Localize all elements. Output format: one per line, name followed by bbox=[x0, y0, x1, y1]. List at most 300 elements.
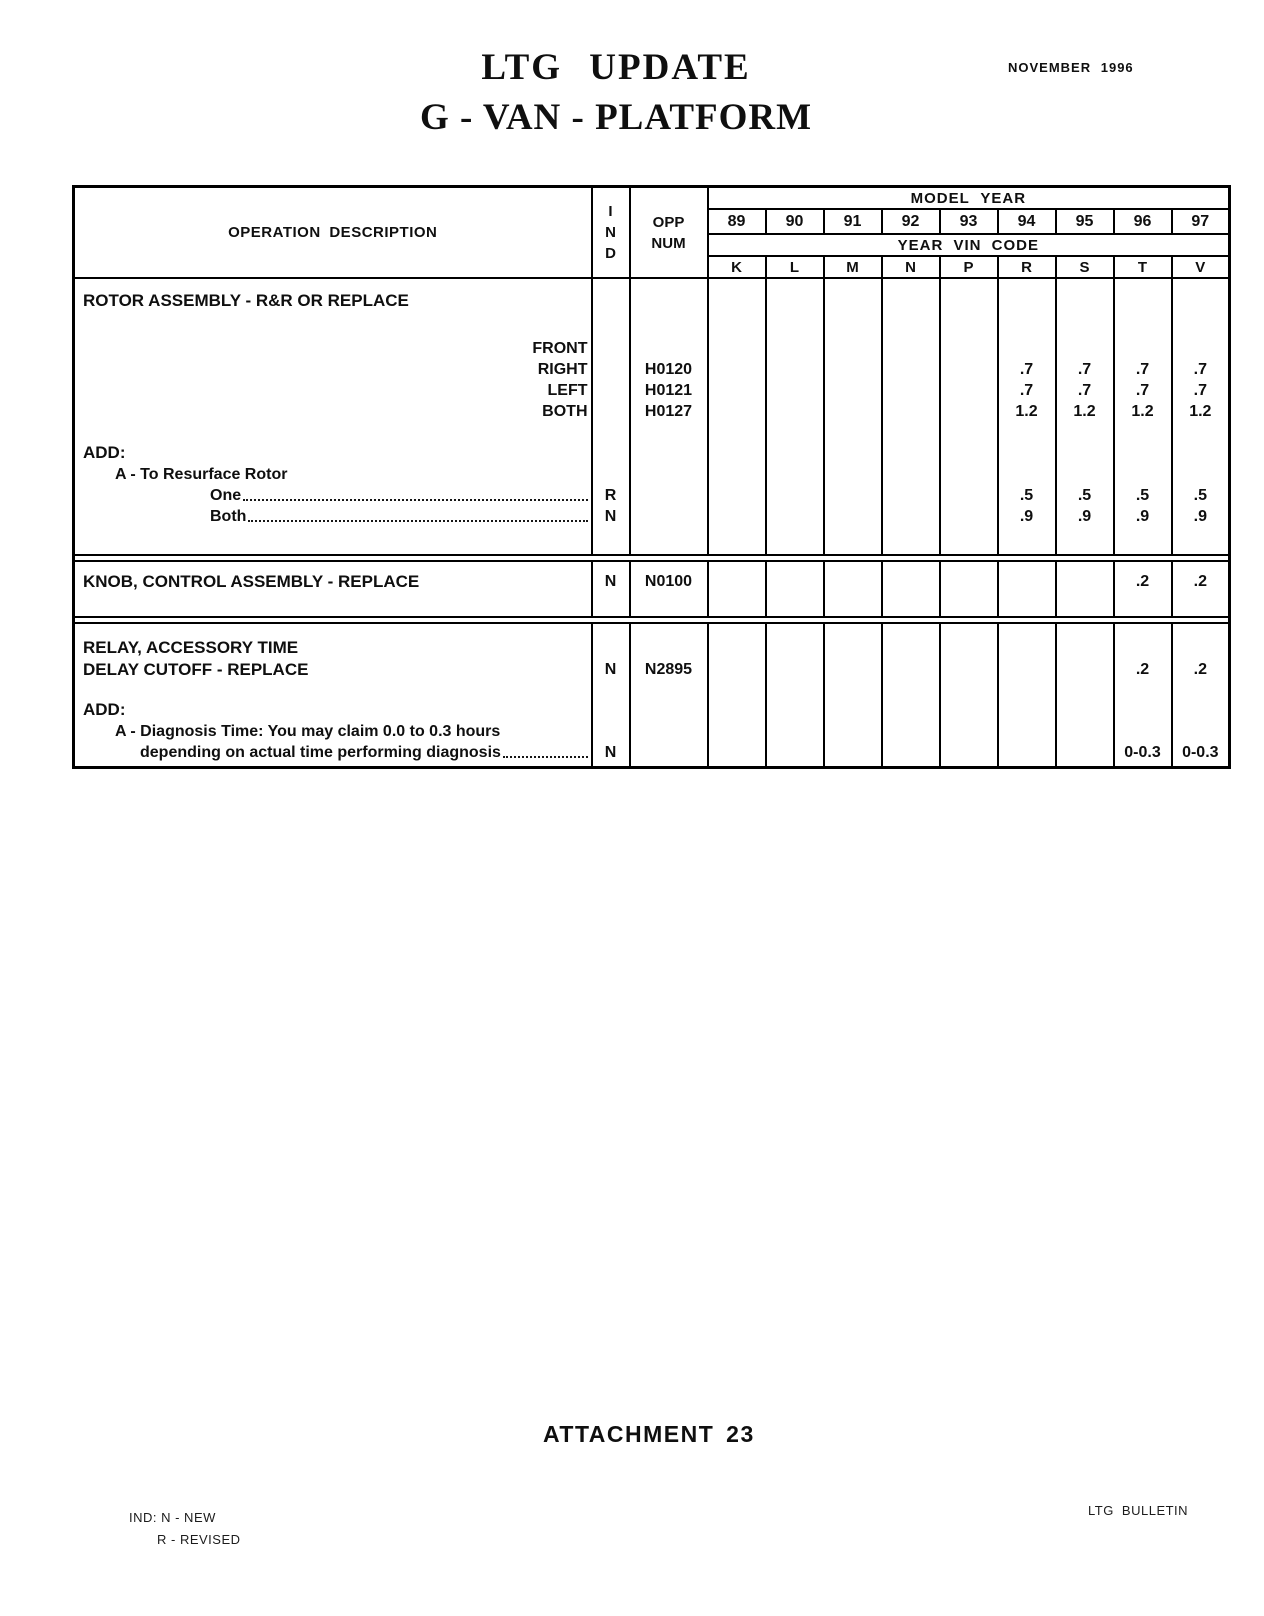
operation-description-cell bbox=[74, 699, 592, 721]
labor-time-cell bbox=[1056, 312, 1114, 338]
labor-time-cell bbox=[766, 763, 824, 767]
labor-time-cell bbox=[824, 659, 882, 681]
labor-time-cell bbox=[708, 506, 766, 527]
labor-time-cell bbox=[940, 699, 998, 721]
opp-num-cell: N0100 bbox=[630, 571, 708, 593]
labor-time-cell: 1.2 bbox=[1056, 401, 1114, 422]
labor-time-cell: .9 bbox=[1114, 506, 1172, 527]
opp-num-cell bbox=[630, 422, 708, 442]
labor-time-cell bbox=[940, 593, 998, 617]
ind-cell bbox=[592, 527, 630, 555]
ind-letter: D bbox=[605, 245, 616, 262]
labor-time-cell bbox=[708, 278, 766, 290]
labor-time-cell bbox=[1114, 623, 1172, 637]
labor-time-cell bbox=[940, 527, 998, 555]
labor-time-cell bbox=[824, 380, 882, 401]
labor-time-cell bbox=[824, 278, 882, 290]
labor-time-cell bbox=[882, 278, 940, 290]
opp-num-cell bbox=[630, 442, 708, 464]
labor-time-cell bbox=[708, 401, 766, 422]
labor-time-cell bbox=[1056, 721, 1114, 742]
labor-time-cell bbox=[940, 561, 998, 571]
ind-cell bbox=[592, 721, 630, 742]
labor-time-cell bbox=[940, 278, 998, 290]
ind-cell bbox=[592, 464, 630, 485]
labor-time-cell bbox=[824, 742, 882, 763]
labor-time-cell: 0-0.3 bbox=[1114, 742, 1172, 763]
labor-time-cell: .7 bbox=[998, 380, 1056, 401]
labor-time-cell bbox=[882, 571, 940, 593]
leader-line bbox=[75, 485, 591, 506]
ind-legend bbox=[129, 1507, 241, 1551]
opp-num-cell bbox=[630, 623, 708, 637]
leader-line bbox=[75, 506, 591, 527]
labor-time-cell: .7 bbox=[1114, 380, 1172, 401]
labor-time-cell bbox=[708, 527, 766, 555]
ind-cell bbox=[592, 763, 630, 767]
labor-time-cell: .7 bbox=[1056, 380, 1114, 401]
ind-cell bbox=[592, 312, 630, 338]
opp-num-cell: H0120 bbox=[630, 359, 708, 380]
legend-line-revised: R - REVISED bbox=[157, 1532, 241, 1547]
dotted-leader bbox=[503, 755, 588, 758]
labor-time-cell: .7 bbox=[1172, 359, 1230, 380]
labor-time-cell bbox=[1056, 593, 1114, 617]
labor-time-cell bbox=[708, 681, 766, 699]
opp-num-cell bbox=[630, 338, 708, 359]
labor-time-cell bbox=[824, 763, 882, 767]
labor-time-cell bbox=[1056, 338, 1114, 359]
labor-time-cell: .5 bbox=[998, 485, 1056, 506]
labor-time-cell bbox=[766, 380, 824, 401]
table-row-rotor-assembly bbox=[74, 359, 1230, 380]
labor-time-cell bbox=[882, 699, 940, 721]
model-year-cell: 96 bbox=[1114, 209, 1172, 234]
opp-num-cell bbox=[630, 527, 708, 555]
labor-time-cell bbox=[1114, 442, 1172, 464]
labor-time-cell: .2 bbox=[1172, 571, 1230, 593]
labor-time-cell bbox=[882, 623, 940, 637]
operation-description-cell bbox=[74, 401, 592, 422]
labor-time-cell bbox=[998, 278, 1056, 290]
opp-num-cell bbox=[630, 681, 708, 699]
labor-time-cell bbox=[1172, 763, 1230, 767]
labor-time-table bbox=[72, 185, 1231, 769]
labor-time-cell bbox=[1172, 290, 1230, 312]
labor-time-cell bbox=[940, 485, 998, 506]
labor-time-cell bbox=[1172, 593, 1230, 617]
labor-time-cell bbox=[882, 380, 940, 401]
ind-cell bbox=[592, 278, 630, 290]
position-label: FRONT bbox=[532, 339, 588, 357]
labor-time-cell bbox=[766, 312, 824, 338]
labor-time-cell bbox=[940, 290, 998, 312]
doc-title-line2: G - VAN - PLATFORM bbox=[419, 97, 813, 138]
table-row-knob-control-assembly bbox=[74, 571, 1230, 593]
labor-time-cell bbox=[882, 312, 940, 338]
opp-num-cell: H0127 bbox=[630, 401, 708, 422]
labor-time-cell bbox=[998, 561, 1056, 571]
legend-line-new: IND: N - NEW bbox=[129, 1510, 216, 1525]
labor-time-cell bbox=[882, 681, 940, 699]
labor-time-cell bbox=[824, 359, 882, 380]
table-row-rotor-assembly bbox=[74, 278, 1230, 290]
labor-time-cell bbox=[766, 721, 824, 742]
table-row-rotor-assembly bbox=[74, 527, 1230, 555]
table-row-rotor-assembly bbox=[74, 401, 1230, 422]
model-year-cell: 93 bbox=[940, 209, 998, 234]
model-year-cell: 90 bbox=[766, 209, 824, 234]
labor-time-cell bbox=[998, 442, 1056, 464]
operation-description-cell bbox=[74, 637, 592, 659]
labor-time-cell: .7 bbox=[1114, 359, 1172, 380]
labor-time-cell bbox=[882, 401, 940, 422]
labor-time-cell bbox=[824, 464, 882, 485]
labor-time-cell: .2 bbox=[1114, 571, 1172, 593]
labor-time-cell bbox=[708, 637, 766, 659]
labor-time-cell bbox=[940, 312, 998, 338]
opp-num-cell bbox=[630, 699, 708, 721]
labor-time-cell bbox=[882, 637, 940, 659]
labor-time-cell bbox=[824, 561, 882, 571]
labor-time-cell bbox=[1172, 422, 1230, 442]
model-year-cell: 92 bbox=[882, 209, 940, 234]
labor-time-cell bbox=[824, 527, 882, 555]
opp-num-cell bbox=[630, 561, 708, 571]
vin-code-cell: P bbox=[940, 256, 998, 278]
ind-cell bbox=[592, 338, 630, 359]
labor-time-cell bbox=[766, 699, 824, 721]
opp-num-cell bbox=[630, 742, 708, 763]
labor-time-cell bbox=[1172, 338, 1230, 359]
labor-time-cell: .9 bbox=[1172, 506, 1230, 527]
labor-time-cell bbox=[766, 278, 824, 290]
operation-text: DELAY CUTOFF - REPLACE bbox=[83, 660, 309, 679]
labor-time-cell bbox=[1172, 442, 1230, 464]
labor-time-cell bbox=[1172, 278, 1230, 290]
labor-time-cell bbox=[766, 527, 824, 555]
labor-time-cell bbox=[1056, 290, 1114, 312]
add-note-text: A - To Resurface Rotor bbox=[115, 465, 288, 483]
ind-cell bbox=[592, 401, 630, 422]
opp-num-cell: N2895 bbox=[630, 659, 708, 681]
labor-time-cell bbox=[766, 637, 824, 659]
labor-time-cell bbox=[766, 506, 824, 527]
operation-description-cell bbox=[74, 380, 592, 401]
labor-time-cell bbox=[940, 380, 998, 401]
labor-time-cell bbox=[766, 742, 824, 763]
labor-time-cell bbox=[766, 464, 824, 485]
labor-time-cell bbox=[824, 593, 882, 617]
labor-time-cell: .2 bbox=[1172, 659, 1230, 681]
operation-description-cell bbox=[74, 290, 592, 312]
table-row-rotor-assembly bbox=[74, 380, 1230, 401]
model-year-cell: 94 bbox=[998, 209, 1056, 234]
doc-title-line1: LTG UPDATE bbox=[481, 47, 751, 88]
labor-time-cell bbox=[766, 659, 824, 681]
labor-time-cell bbox=[882, 561, 940, 571]
opp-num-cell bbox=[630, 593, 708, 617]
labor-time-cell: 1.2 bbox=[1114, 401, 1172, 422]
labor-time-cell bbox=[882, 422, 940, 442]
operation-description-cell bbox=[74, 312, 592, 338]
labor-time-cell bbox=[940, 742, 998, 763]
labor-time-cell bbox=[998, 338, 1056, 359]
opp-num-cell bbox=[630, 312, 708, 338]
labor-time-cell bbox=[1114, 422, 1172, 442]
num-word: NUM bbox=[651, 234, 686, 252]
doc-date: NOVEMBER 1996 bbox=[1008, 60, 1134, 75]
operation-description-cell bbox=[74, 422, 592, 442]
table-row-relay-accessory-time bbox=[74, 637, 1230, 659]
labor-time-cell bbox=[824, 699, 882, 721]
labor-time-cell bbox=[708, 593, 766, 617]
labor-time-cell bbox=[998, 312, 1056, 338]
ind-cell: N bbox=[592, 506, 630, 527]
vin-code-cell: S bbox=[1056, 256, 1114, 278]
labor-time-cell bbox=[1114, 527, 1172, 555]
labor-time-cell bbox=[708, 623, 766, 637]
ind-cell bbox=[592, 380, 630, 401]
labor-time-cell bbox=[708, 442, 766, 464]
table-row-relay-accessory-time bbox=[74, 623, 1230, 637]
labor-time-cell bbox=[708, 338, 766, 359]
table-row-rotor-assembly bbox=[74, 338, 1230, 359]
table-row-relay-accessory-time bbox=[74, 659, 1230, 681]
labor-time-cell bbox=[766, 422, 824, 442]
labor-time-cell bbox=[766, 338, 824, 359]
labor-time-cell bbox=[824, 290, 882, 312]
labor-time-cell bbox=[1114, 312, 1172, 338]
labor-time-cell bbox=[766, 623, 824, 637]
ind-cell bbox=[592, 422, 630, 442]
operation-text: RELAY, ACCESSORY TIME bbox=[83, 638, 299, 657]
vin-code-cell: R bbox=[998, 256, 1056, 278]
add-note-text: A - Diagnosis Time: You may claim 0.0 to 0.3 hours bbox=[115, 722, 501, 740]
labor-time-cell bbox=[1172, 527, 1230, 555]
table-row-knob-control-assembly bbox=[74, 561, 1230, 571]
labor-time-cell bbox=[708, 659, 766, 681]
labor-time-cell bbox=[1056, 659, 1114, 681]
opp-word: OPP bbox=[652, 213, 685, 231]
labor-time-cell bbox=[824, 485, 882, 506]
operation-description-cell bbox=[74, 359, 592, 380]
labor-time-cell bbox=[1172, 699, 1230, 721]
labor-time-cell bbox=[766, 290, 824, 312]
vin-code-cell: V bbox=[1172, 256, 1230, 278]
ind-cell bbox=[592, 637, 630, 659]
labor-time-cell bbox=[1172, 721, 1230, 742]
ind-cell bbox=[592, 359, 630, 380]
labor-time-cell bbox=[998, 742, 1056, 763]
labor-time-cell bbox=[940, 442, 998, 464]
ind-cell bbox=[592, 561, 630, 571]
operation-description-cell bbox=[74, 721, 592, 742]
labor-time-cell bbox=[708, 561, 766, 571]
labor-time-cell bbox=[940, 506, 998, 527]
opp-num-cell bbox=[630, 506, 708, 527]
labor-time-cell bbox=[1172, 312, 1230, 338]
labor-time-cell bbox=[824, 637, 882, 659]
ind-cell bbox=[592, 699, 630, 721]
ind-column-header bbox=[592, 187, 630, 279]
labor-time-cell bbox=[766, 485, 824, 506]
ind-cell bbox=[592, 442, 630, 464]
opp-num-cell bbox=[630, 637, 708, 659]
leader-text: depending on actual time performing diagnosis bbox=[140, 744, 501, 761]
labor-time-cell bbox=[708, 763, 766, 767]
labor-time-cell bbox=[940, 659, 998, 681]
labor-time-cell bbox=[998, 721, 1056, 742]
labor-time-cell bbox=[940, 338, 998, 359]
operation-description-cell bbox=[74, 506, 592, 527]
labor-time-cell bbox=[1056, 527, 1114, 555]
labor-time-cell bbox=[1172, 681, 1230, 699]
operation-description-cell bbox=[74, 742, 592, 763]
labor-time-cell bbox=[1172, 637, 1230, 659]
labor-time-cell bbox=[708, 359, 766, 380]
operation-description-cell bbox=[74, 659, 592, 681]
table-row-relay-accessory-time bbox=[74, 763, 1230, 767]
operation-description-cell bbox=[74, 763, 592, 767]
ind-cell: N bbox=[592, 742, 630, 763]
labor-time-cell bbox=[824, 681, 882, 699]
labor-time-cell bbox=[1114, 464, 1172, 485]
labor-time-cell bbox=[766, 359, 824, 380]
opp-num-cell bbox=[630, 278, 708, 290]
ind-cell: N bbox=[592, 571, 630, 593]
labor-time-cell bbox=[766, 401, 824, 422]
leader-text: Both bbox=[210, 508, 247, 525]
labor-time-cell bbox=[1056, 623, 1114, 637]
labor-time-cell: .5 bbox=[1172, 485, 1230, 506]
labor-time-cell bbox=[1114, 338, 1172, 359]
model-year-cell: 97 bbox=[1172, 209, 1230, 234]
labor-time-cell bbox=[824, 422, 882, 442]
vin-code-cell: L bbox=[766, 256, 824, 278]
labor-time-cell bbox=[940, 763, 998, 767]
labor-time-cell bbox=[766, 561, 824, 571]
labor-time-cell bbox=[998, 659, 1056, 681]
labor-time-cell bbox=[1114, 561, 1172, 571]
labor-time-cell bbox=[1114, 721, 1172, 742]
table-row-rotor-assembly bbox=[74, 422, 1230, 442]
labor-time-cell bbox=[1114, 681, 1172, 699]
position-label: BOTH bbox=[542, 402, 588, 420]
vin-code-cell: N bbox=[882, 256, 940, 278]
opp-num-cell bbox=[630, 464, 708, 485]
labor-time-cell bbox=[708, 380, 766, 401]
operation-description-cell bbox=[74, 338, 592, 359]
labor-time-cell bbox=[998, 637, 1056, 659]
labor-time-cell bbox=[998, 290, 1056, 312]
labor-time-cell bbox=[824, 506, 882, 527]
operation-description-cell bbox=[74, 485, 592, 506]
labor-time-cell bbox=[1172, 464, 1230, 485]
labor-time-cell bbox=[708, 422, 766, 442]
labor-time-cell bbox=[998, 464, 1056, 485]
labor-time-cell bbox=[882, 506, 940, 527]
labor-time-cell bbox=[882, 721, 940, 742]
operation-description-cell bbox=[74, 593, 592, 617]
opp-num-cell bbox=[630, 721, 708, 742]
labor-time-cell bbox=[708, 721, 766, 742]
model-year-cell: 95 bbox=[1056, 209, 1114, 234]
labor-time-cell bbox=[998, 422, 1056, 442]
labor-time-cell bbox=[940, 359, 998, 380]
operation-description-cell bbox=[74, 527, 592, 555]
table-row-relay-accessory-time bbox=[74, 699, 1230, 721]
labor-time-cell bbox=[766, 571, 824, 593]
table-row-relay-accessory-time bbox=[74, 681, 1230, 699]
vin-code-cell: M bbox=[824, 256, 882, 278]
labor-time-cell bbox=[1056, 422, 1114, 442]
year-vin-code-header: YEAR VIN CODE bbox=[708, 234, 1230, 256]
labor-time-cell bbox=[882, 593, 940, 617]
labor-time-cell bbox=[1056, 278, 1114, 290]
labor-time-cell bbox=[998, 763, 1056, 767]
labor-time-cell bbox=[1056, 561, 1114, 571]
table-row-rotor-assembly bbox=[74, 464, 1230, 485]
labor-time-cell bbox=[882, 527, 940, 555]
operation-text: ROTOR ASSEMBLY - R&R OR REPLACE bbox=[83, 291, 409, 310]
labor-time-cell: .5 bbox=[1056, 485, 1114, 506]
operation-description-cell bbox=[74, 623, 592, 637]
ind-cell: R bbox=[592, 485, 630, 506]
ind-letter: N bbox=[605, 224, 616, 241]
labor-time-cell bbox=[998, 681, 1056, 699]
opp-num-cell bbox=[630, 290, 708, 312]
table-row-rotor-assembly bbox=[74, 312, 1230, 338]
table-row-rotor-assembly bbox=[74, 506, 1230, 527]
labor-time-cell bbox=[1114, 699, 1172, 721]
labor-time-cell bbox=[824, 401, 882, 422]
labor-time-cell bbox=[882, 763, 940, 767]
labor-time-cell bbox=[882, 290, 940, 312]
labor-time-cell: .9 bbox=[998, 506, 1056, 527]
position-label: LEFT bbox=[547, 381, 588, 399]
operation-description-cell bbox=[74, 442, 592, 464]
labor-time-cell bbox=[1056, 699, 1114, 721]
labor-time-cell bbox=[824, 721, 882, 742]
labor-time-cell bbox=[1056, 681, 1114, 699]
labor-time-cell bbox=[824, 571, 882, 593]
labor-time-cell: .7 bbox=[1172, 380, 1230, 401]
opp-num-cell: H0121 bbox=[630, 380, 708, 401]
labor-time-cell bbox=[940, 422, 998, 442]
model-year-header: MODEL YEAR bbox=[708, 187, 1230, 210]
labor-time-cell bbox=[708, 571, 766, 593]
labor-time-cell bbox=[882, 742, 940, 763]
labor-time-cell bbox=[708, 485, 766, 506]
labor-time-cell bbox=[940, 623, 998, 637]
operation-description-cell bbox=[74, 278, 592, 290]
labor-time-cell bbox=[766, 681, 824, 699]
labor-time-cell bbox=[940, 637, 998, 659]
ind-cell bbox=[592, 623, 630, 637]
labor-time-cell bbox=[998, 699, 1056, 721]
table-header-row bbox=[74, 187, 1230, 210]
labor-time-cell bbox=[1172, 623, 1230, 637]
labor-time-cell bbox=[1056, 637, 1114, 659]
labor-time-cell: 1.2 bbox=[1172, 401, 1230, 422]
labor-time-cell bbox=[1114, 637, 1172, 659]
labor-time-cell bbox=[882, 659, 940, 681]
labor-time-cell: .5 bbox=[1114, 485, 1172, 506]
bulletin-label: LTG BULLETIN bbox=[1088, 1503, 1189, 1518]
labor-time-cell bbox=[940, 721, 998, 742]
labor-time-cell bbox=[998, 593, 1056, 617]
